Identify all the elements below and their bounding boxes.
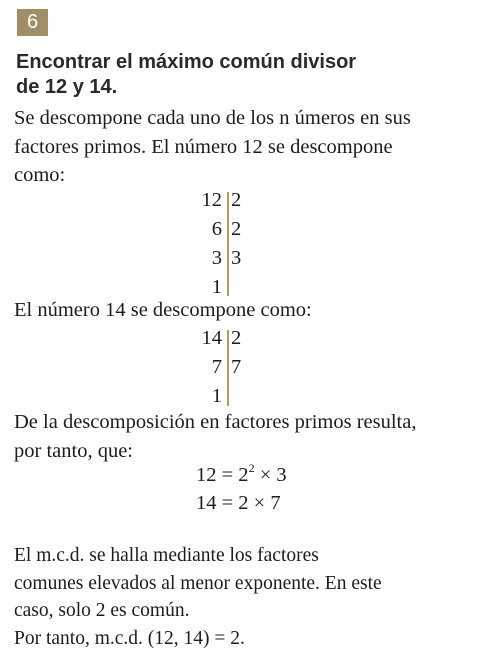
dividend: 7 (211, 356, 222, 378)
text-line: comunes elevados al menor exponente. En este (14, 572, 382, 594)
division-line (227, 192, 229, 296)
division-line (227, 330, 229, 406)
exercise-title (16, 50, 466, 100)
text-line: como: (14, 164, 66, 186)
equation-lhs: 12 = 2 (196, 464, 249, 486)
prime-factor: 2 (231, 327, 242, 349)
dividend: 1 (211, 276, 222, 298)
intro-paragraph (14, 104, 479, 190)
text-line: De la descomposición en factores primos resulta, (14, 411, 417, 433)
dividend: 12 (201, 189, 222, 211)
exercise-number-badge: 6 (17, 9, 48, 36)
text-line: por tanto, que: (14, 439, 133, 462)
equation-14: 14 = 2 × 7 (196, 492, 281, 514)
text-line: Por tanto, m.c.d. (12, 14) = 2. (14, 627, 245, 649)
title-line: de 12 y 14. (16, 76, 118, 98)
text-line: El m.c.d. se halla mediante los factores (14, 545, 319, 566)
title-line: Encontrar el máximo común divisor (16, 51, 357, 73)
dividend: 6 (211, 218, 222, 240)
exponent: 2 (248, 461, 255, 475)
prime-factor: 2 (231, 218, 242, 240)
prime-factor: 3 (231, 247, 242, 269)
text-line: factores primos. El número 12 se descompone (14, 135, 393, 158)
result-paragraph (14, 408, 479, 465)
text-line: Se descompone cada uno de los n úmeros en sus (14, 107, 411, 129)
text-line: caso, solo 2 es común. (14, 600, 190, 621)
equation-rhs: × 3 (254, 464, 287, 486)
text-line: El número 14 se descompone como: (14, 299, 312, 321)
dividend: 14 (201, 327, 222, 349)
conclusion-paragraph (14, 542, 479, 652)
equation-12 (196, 461, 287, 487)
prime-factor: 7 (231, 356, 242, 378)
dividend: 3 (211, 247, 222, 269)
dividend: 1 (211, 385, 222, 407)
prime-factor: 2 (231, 189, 242, 211)
